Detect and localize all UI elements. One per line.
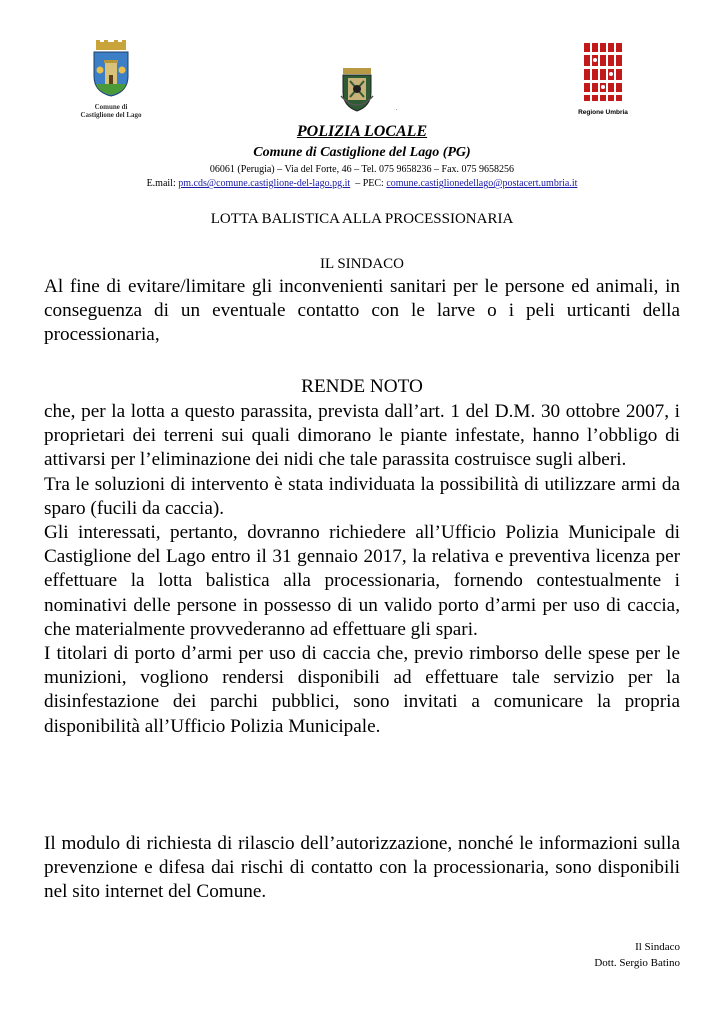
page-subtitle: Comune di Castiglione del Lago (PG) [253,145,471,160]
regione-umbria-icon [583,42,623,102]
address-line: 06061 (Perugia) – Via del Forte, 46 – Tel. 075 9658236 – Fax. 075 9658256 [209,164,515,175]
signature-name: Dott. Sergio Batino [594,957,680,969]
intro-text: Al fine di evitare/limitare gli inconvenienti sanitari per le persone ed animali, in conseguenza di un eventuale contatto con le larve o i peli urticanti della processionaria, [44,276,680,346]
comune-coat-of-arms-icon [86,40,136,98]
closing-text: Il modulo di richiesta di rilascio dell’autorizzazione, nonché le informazioni sulla prevenzione e difesa dai rischi di contatto con la processionaria, sono disponibili nel sito internet del Comune. [44,833,680,903]
notice-heading: RENDE NOTO [301,376,423,397]
paragraph-2: Tra le soluzioni di intervento è stata individuata la possibilità di utilizzare armi da sparo (fucili da caccia). [44,473,680,519]
polizia-logo [338,66,378,117]
polizia-badge-icon [338,66,376,112]
email-link[interactable]: pm.cds@comune.castiglione-del-lago.pg.it [178,178,351,189]
paragraph-1: che, per la lotta a questo parassita, prevista dall’art. 1 del D.M. 30 ottobre 2007, i proprietari dei terreni sui quali dimorano le piante infestate, hanno l’obbligo di attivarsi per l’eliminazione dei nidi che tale parassita costruisce sugli alberi. [44,401,680,471]
comune-logo-caption-1: Comune di [94,103,128,111]
pec-link[interactable]: comune.castiglionedellago@postacert.umbria.it [386,178,578,189]
pec-label: – PEC: [350,178,387,189]
contact-line [0,178,724,189]
comune-logo [76,40,146,119]
closing-paragraph [44,832,680,905]
intro-paragraph [44,275,680,348]
email-label: E.mail: [146,178,179,189]
paragraph-4: I titolari di porto d’armi per uso di caccia che, previo rimborso delle spese per le munizioni, vogliono rendersi disponibili ad effettuare tale servizio per la disinfestazione dei parchi pubblici, sono invitati a comunicare la propria disponibilità all’Ufficio Polizia Municipale. [44,643,680,737]
paragraph-3: Gli interessati, pertanto, dovranno richiedere all’Ufficio Polizia Municipale di Castiglione del Lago entro il 31 gennaio 2017, la relativa e preventiva licenza per effettuare la lotta balistica alla processionaria, fornendo contestualmente i nominativi delle persone in possesso di un valido porto d’armi per uso di caccia, che materialmente provvederanno ad effettuare gli spari. [44,522,680,640]
page-title: POLIZIA LOCALE [296,123,428,140]
signature-block [594,939,680,971]
signature-role: Il Sindaco [635,941,680,953]
document-heading: LOTTA BALISTICA ALLA PROCESSIONARIA [210,211,514,227]
comune-logo-caption-2: Castiglione del Lago [80,111,142,119]
regione-logo-caption: Regione Umbria [578,109,628,116]
decorative-dot: . [396,106,398,112]
issuer-heading: IL SINDACO [319,256,405,272]
main-paragraphs [44,400,680,739]
regione-logo [574,42,632,116]
